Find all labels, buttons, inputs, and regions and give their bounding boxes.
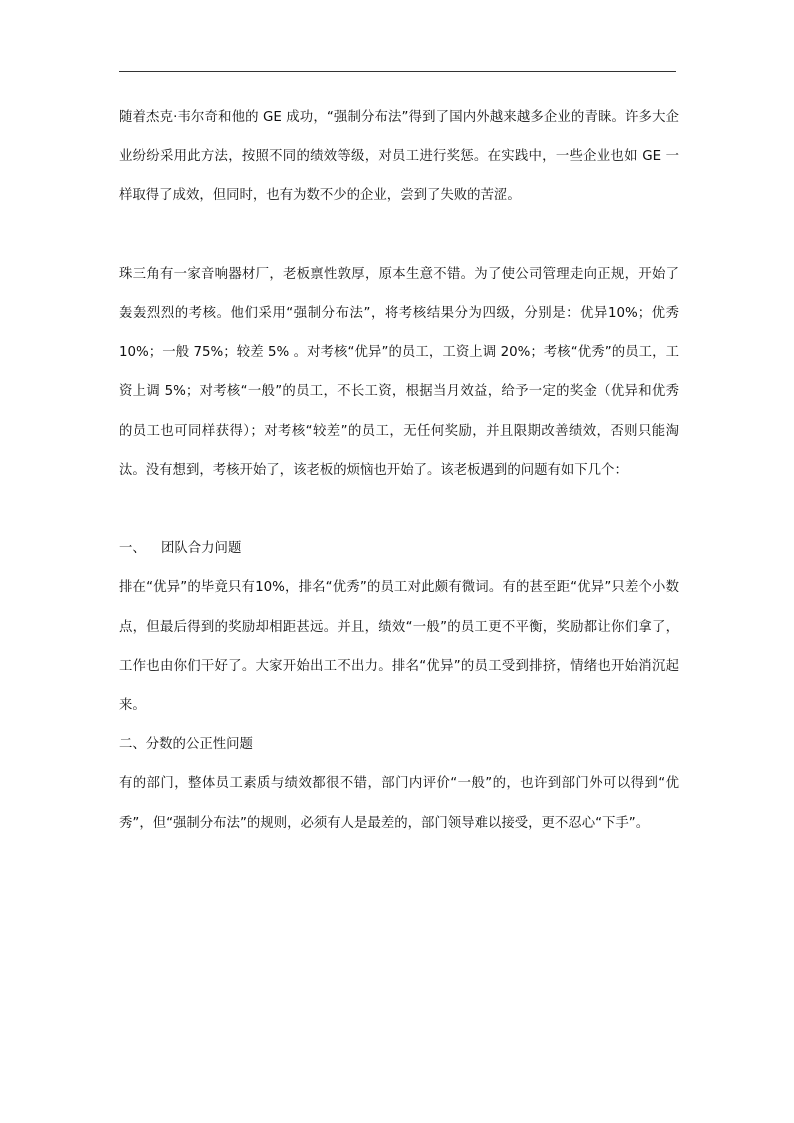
section-title: 团队合力问题 [161,541,242,557]
document-body [119,98,679,843]
blank-line [119,490,679,529]
paragraph-fairness: 有的部门，整体员工素质与绩效都很不错，部门内评价“一般”的，也许到部门外可以得到“优秀”，但“强制分布法”的规则，必须有人是最差的，部门领导难以接受，更不忍心“下手”。 [119,776,679,831]
paragraph-intro: 随着杰克·韦尔奇和他的 GE 成功，“强制分布法”得到了国内外越来越多企业的青睐。许多大企业纷纷采用此方法，按照不同的绩效等级，对员工进行奖惩。在实践中，一些企业也如 GE 一样取得了成效，但同时，也有为数不少的企业，尝到了失败的苦涩。 [119,110,679,204]
section-heading-1 [119,529,679,568]
section-heading-2: 二、分数的公正性问题 [119,737,253,753]
blank-line [119,216,679,255]
header-rule [119,71,676,72]
section-number: 一、 [119,541,146,557]
paragraph-team: 排在“优异”的毕竟只有10%，排名“优秀”的员工对此颇有微词。有的甚至距“优异”只差个小数点，但最后得到的奖励却相距甚远。并且，绩效“一般”的员工更不平衡，奖励都让你们拿了，工作也由你们干好了。大家开始出工不出力。排名“优异”的员工受到排挤，情绪也开始消沉起来。 [119,580,679,714]
paragraph-case: 珠三角有一家音响器材厂，老板禀性敦厚，原本生意不错。为了使公司管理走向正规，开始了轰轰烈烈的考核。他们采用“强制分布法”，将考核结果分为四级，分别是：优异10%；优秀 10%；一般 75%；较差 5% 。对考核“优异”的员工，工资上调 20%；考核“优秀”的员工，工资上调 5%；对考核“一般”的员工，不长工资，根据当月效益，给予一定的奖金（优异和优秀的员工也可同样获得）；对考核“较差”的员工，无任何奖励，并且限期改善绩效，否则只能淘汰。没有想到，考核开始了，该老板的烦恼也开始了。该老板遇到的问题有如下几个： [119,266,679,478]
